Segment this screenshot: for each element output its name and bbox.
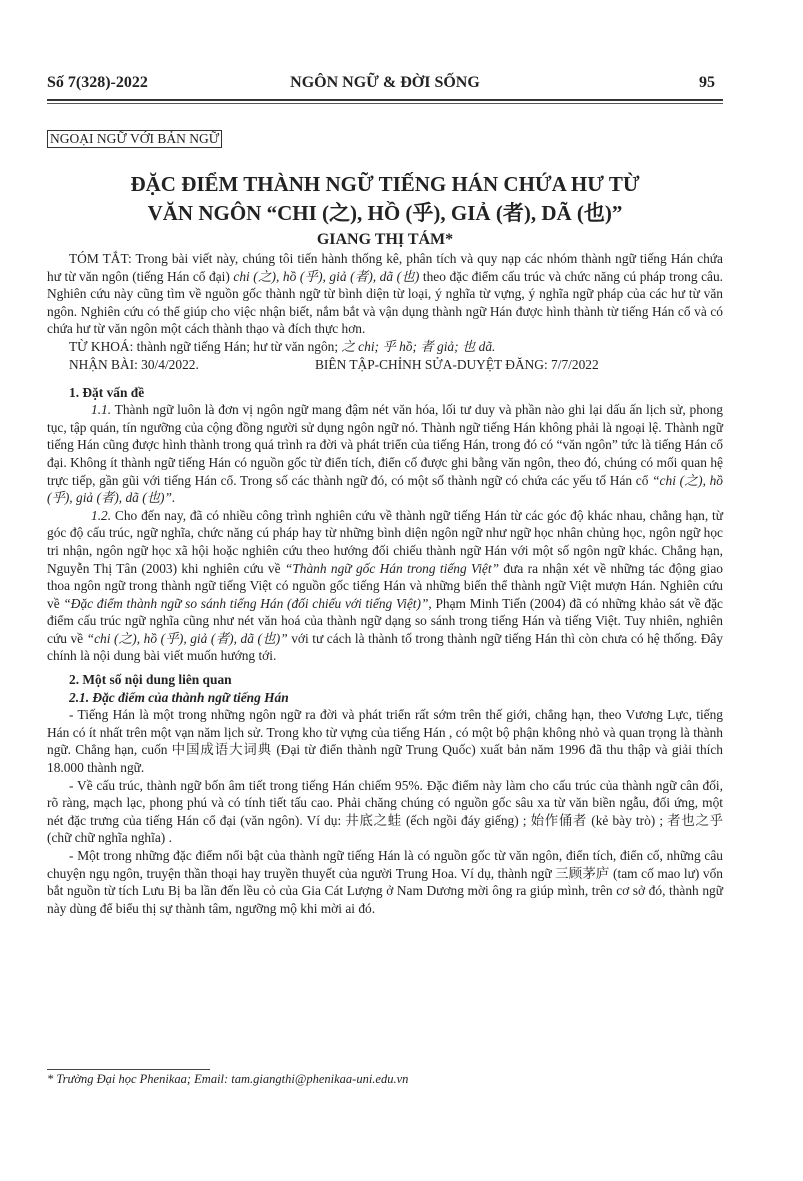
section-label: NGOẠI NGỮ VỚI BẢN NGỮ <box>47 130 222 148</box>
keywords: TỪ KHOÁ: thành ngữ tiếng Hán; hư từ văn ngôn; 之 chi; 乎 hồ; 者 giả; 也 dã. <box>69 338 496 354</box>
page-number: 95 <box>699 74 715 91</box>
abstract-label: TÓM TẮT: <box>69 251 132 266</box>
accepted-date: BIÊN TẬP-CHỈNH SỬA-DUYỆT ĐĂNG: 7/7/2022 <box>315 356 599 372</box>
author-name: GIANG THỊ TÁM* <box>316 231 454 248</box>
running-header <box>47 74 723 96</box>
header-rule-thin <box>47 103 723 104</box>
author-footnote: * Trường Đại học Phenikaa; Email: tam.giangthi@phenikaa-uni.edu.vn <box>47 1072 409 1086</box>
section-1-heading: 1. Đặt vấn đề <box>69 384 145 400</box>
paragraph-1-1: 1.1. Thành ngữ luôn là đơn vị ngôn ngữ mang đậm nét văn hóa, lối tư duy và phần nào ghi lại dấu ấn lịch sử, phong tục, tập quán, tín ngưỡng của cộng đồng người sử dụng ngôn ngữ nó. Thành ngữ tiếng Hán không phải là ngoại lệ. Thành ngữ tiếng Hán cũng được hình thành trong quá trình ra đời và phát triển của tiếng Hán, trong đó có “văn ngôn” tức là tiếng Hán cổ đại. Không ít thành ngữ tiếng Hán có nguồn gốc từ điển tích, điển cố được ghi bằng văn ngôn, theo đó, chúng có mối quan hệ trực tiếp, gần gũi với tiếng Hán cổ. Trong số các thành ngữ đó, có một số thành ngữ có chứa các yếu tố Hán cổ “chi (之), hồ (乎), giả (者), dã (也)”. <box>47 402 723 506</box>
bullet-2: - Về cấu trúc, thành ngữ bốn âm tiết trong tiếng Hán chiếm 95%. Đặc điểm này làm cho cấu trúc của thành ngữ cân đối, rõ ràng, mạch lạc, phong phú và có tính tiết tấu cao. Phải chăng chúng có nguồn gốc sâu xa từ văn biền ngẫu, đối ứng, một nét đặc trưng của tiếng Hán cổ đại (văn ngôn). Ví dụ: 井底之蛙 (ếch ngồi đáy giếng) ; 始作俑者 (kẻ bày trò) ; 者也之乎 (chữ chữ nghĩa nghĩa) . <box>47 777 723 846</box>
section-2-1-heading: 2.1. Đặc điểm của thành ngữ tiếng Hán <box>69 689 289 705</box>
title-line-1: ĐẶC ĐIỂM THÀNH NGỮ TIẾNG HÁN CHỨA HƯ TỪ <box>130 172 640 196</box>
keywords-label: TỪ KHOÁ: <box>69 338 134 354</box>
header-rule-thick <box>47 99 723 101</box>
footnote-rule <box>47 1069 210 1070</box>
paragraph-1-2: 1.2. Cho đến nay, đã có nhiều công trình nghiên cứu về thành ngữ tiếng Hán từ các góc độ khác nhau, chẳng hạn, từ góc độ cấu trúc, ngữ nghĩa, chức năng cú pháp hay từ những bình diện ngôn ngữ như ngữ học nhân chủng học, ngôn ngữ học tri nhận, ngôn ngữ học xã hội hoặc nghiên cứu theo hướng đối chiếu thành ngữ Hán với một số ngôn ngữ khác. Chẳng hạn, Nguyễn Thị Tân (2003) khi nghiên cứu về “Thành ngữ gốc Hán trong tiếng Việt” đưa ra nhận xét về những tác động giao thoa ngôn ngữ trong thành ngữ tiếng Việt có nguồn gốc tiếng Hán và những biến thể thành ngữ Việt mượn Hán. Nghiên cứu về “Đặc điểm thành ngữ so sánh tiếng Hán (đối chiếu với tiếng Việt)”, Phạm Minh Tiến (2004) đã có những khảo sát về đặc điểm cấu trúc ngữ nghĩa cũng như nét văn hoá của thành ngữ dạng so sánh trong tiếng Hán và tiếng Việt. Tuy nhiên, nghiên cứu về “chi (之), hồ (乎), giả (者), dã (也)” với tư cách là thành tố trong thành ngữ tiếng Hán thì còn chưa có hệ thống. Đây chính là nội dung bài viết muốn hướng tới. <box>47 507 723 664</box>
article-title <box>47 170 723 228</box>
article-dates <box>47 356 723 374</box>
journal-name: NGÔN NGỮ & ĐỜI SỐNG <box>290 74 480 91</box>
article-body <box>47 250 723 917</box>
title-line-2: VĂN NGÔN “CHI (之), HỒ (乎), GIẢ (者), DÃ (也)” <box>147 201 623 225</box>
bullet-1: - Tiếng Hán là một trong những ngôn ngữ ra đời và phát triển rất sớm trên thế giới, chẳng hạn, theo Vương Lực, tiếng Hán có ít nhất trên một vạn năm lịch sử. Trong kho từ vựng của tiếng Hán , có một bộ phận không nhỏ và quan trọng là thành ngữ. Chẳng hạn, cuốn 中国成语大词典 (Đại từ điển thành ngữ Trung Quốc) xuất bản năm 1996 đã thu thập và giải thích 18.000 thành ngữ. <box>47 707 723 776</box>
abstract: TÓM TẮT: Trong bài viết này, chúng tôi tiến hành thống kê, phân tích và quy nạp các nhóm thành ngữ tiếng Hán chứa hư từ văn ngôn (tiếng Hán cổ đại) chi (之), hồ (乎), giả (者), dã (也) theo đặc điểm cấu trúc và chức năng cú pháp trong câu. Nghiên cứu này cũng tìm về nguồn gốc thành ngữ từ bình diện từ loại, ý nghĩa từ vựng, ý nghĩa ngữ pháp của các hư từ văn ngôn. Nghiên cứu có thể giúp cho việc nhận biết, nắm bắt và vận dụng thành ngữ Hán được hình thành từ tiếng Hán cổ và có chứa hư từ văn ngôn một cách thành thạo và đích thực hơn. <box>47 251 724 337</box>
abstract-terms: chi (之), hồ (乎), giả (者), dã (也) <box>233 268 420 284</box>
received-date: NHẬN BÀI: 30/4/2022. <box>69 356 199 372</box>
section-2-heading: 2. Một số nội dung liên quan <box>69 672 232 688</box>
bullet-3: - Một trong những đặc điểm nổi bật của thành ngữ tiếng Hán là có nguồn gốc từ văn ngôn, điển tích, điển cố, những câu chuyện ngụ ngôn, truyện thần thoại hay truyền thuyết của người Trung Hoa. Ví dụ, thành ngữ 三顾茅庐 (tam cố mao lư) vốn bắt nguồn từ tích Lưu Bị ba lần đến lều cỏ của Gia Cát Lượng ở Nam Dương mời ông ra giúp mình, trên cơ sở đó, thành ngữ này dùng để biểu thị sự thành tâm, ngưỡng mộ khi mời ai đó. <box>47 848 723 916</box>
issue-number: Số 7(328)-2022 <box>47 74 148 91</box>
